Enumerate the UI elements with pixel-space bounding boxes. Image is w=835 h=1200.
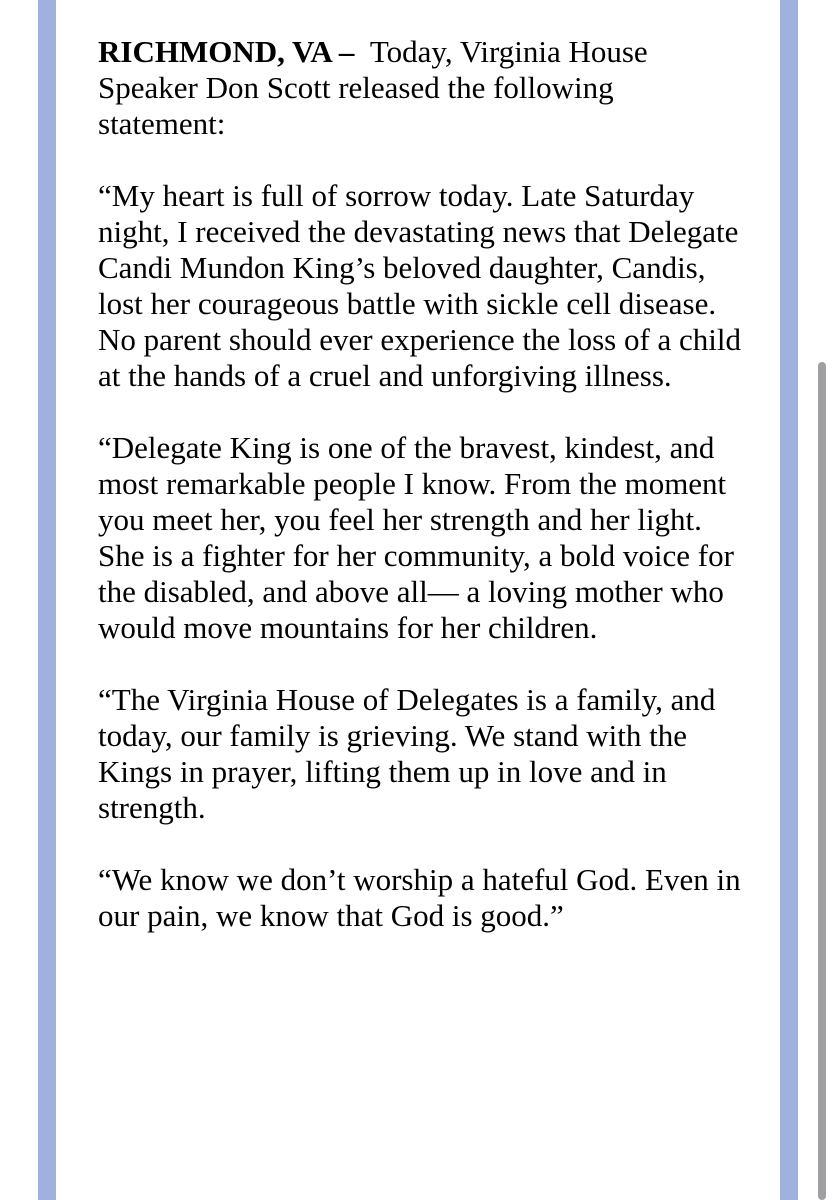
press-statement-body (98, 34, 748, 970)
statement-paragraph-delegate-king: “Delegate King is one of the bravest, kindest, and most remarkable people I know. From the moment you meet her, you feel her strength and her light. She is a fighter for her community, a bold voice for the disabled, and above all— a loving mother who would move mountains for her children. (98, 430, 734, 645)
statement-paragraph-house-family: “The Virginia House of Delegates is a family, and today, our family is grieving. We stand with the Kings in prayer, lifting them up in love and in strength. (98, 682, 716, 825)
intro-text: Today, Virginia House Speaker Don Scott released the following statement: (98, 34, 648, 141)
statement-paragraph-sorrow: “My heart is full of sorrow today. Late Saturday night, I received the devastating news that Delegate Candi Mundon King’s beloved daughter, Candis, lost her courageous battle with sickle cell disease. No parent should ever experience the loss of a child at the hands of a cruel and unforgiving illness. (98, 178, 742, 393)
statement-intro-paragraph (98, 34, 748, 142)
dateline: RICHMOND, VA – (98, 34, 355, 69)
statement-paragraph-god-is-good: “We know we don’t worship a hateful God. Even in our pain, we know that God is good.” (98, 862, 741, 933)
left-accent-border (38, 0, 56, 1200)
right-accent-border (780, 0, 798, 1200)
vertical-scrollbar[interactable] (818, 362, 826, 1200)
